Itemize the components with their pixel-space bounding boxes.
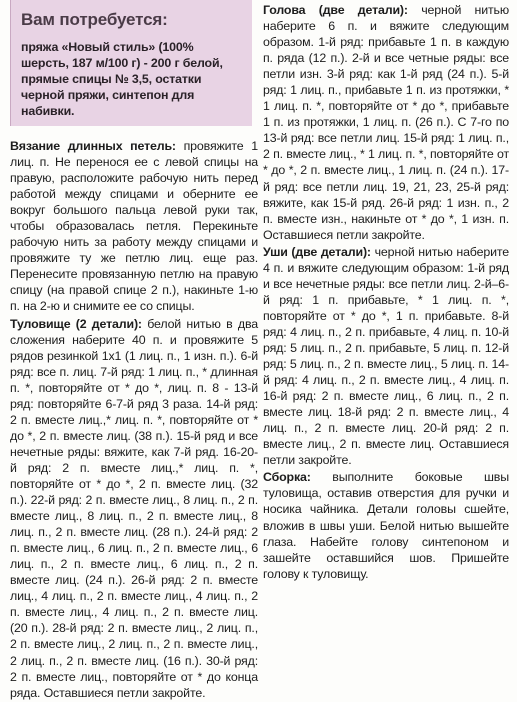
left-column [10,0,258,702]
section-heading: Голова (две детали): [263,3,408,17]
right-column [263,2,509,583]
materials-box [10,0,252,126]
materials-title: Вам потребуется: [21,10,168,29]
section-assembly [263,469,509,581]
section-text: белой нитью в два сложения наберите 40 п. и провяжите 5 рядов резинкой 1x1 (1 лиц. п., 1 изн. п.). 6-й ряд: все п. лиц. 7-й ряд: 1 лиц. п., * длинная п. *, повторяйте от * до *, лиц. п. 8 - 13-й ряд: повторяйте 6-7-й ряд 3 раза. 14-й ряд: 2 п. вместе лиц.,* лиц. п. *, повторяйте от * до *, 2 п. вместе лиц. (38 п.). 15-й ряд и все нечетные ряды: вяжите, как 7-й ряд. 16-20-й ряд: 2 п. вместе лиц.,* лиц. п. *, повторяйте от * до *, 2 п. вместе лиц. (32 п.). 22-й ряд: 2 п. вместе лиц., 8 лиц. п., 2 п. вместе лиц., 8 лиц. п., 2 п. вместе лиц., 8 лиц. п., 2 п. вместе лиц. (28 п.). 24-й ряд: 2 п. вместе лиц., 6 лиц. п., 2 п. вместе лиц., 6 лиц. п., 2 п. вместе лиц., 6 лиц. п., 2 п. вместе лиц. (24 п.). 26-й ряд: 2 п. вместе лиц., 4 лиц. п., 2 п. вместе лиц., 4 лиц. п., 2 п. вместе лиц., 4 лиц. п., 2 п. вместе лиц. (20 п.). 28-й ряд: 2 п. вместе лиц., 2 лиц. п., 2 п. вместе лиц., 2 лиц. п., 2 п. вместе лиц., 2 лиц. п., 2 п. вместе лиц. (16 п.). 30-й ряд: 2 п. вместе лиц., повторяйте от * до конца ряда. Оставшиеся петли закройте. [10,316,258,700]
section-text: выполните боковые швы туловища, оставив отверстия для ручки и носика чайника. Детали головы сшейте, вложив в швы уши. Белой нитью вышейте глаза. Набейте голову синтепоном и зашейте оставшийся шов. Пришейте голову к туловищу. [263,470,509,581]
section-head [263,2,509,243]
section-ears [263,244,509,469]
section-heading: Сборка: [263,470,311,485]
section-heading: Туловище (2 детали): [10,316,142,331]
section-text: провяжите 1 лиц. п. Не перенося ее с левой спицы на правую, расположите рабочую нить перед работой между спицами и оберните ее вокруг большого пальца левой руки так, чтобы образовалась петля. Перекиньте рабочую нить за работу между спицами и провяжите ту же петлю лиц. еще раз. Перенесите провязанную петлю на правую спицу (на правой спице 2 п.), накиньте 1-ю п. на 2-ю и снимите ее со спицы. [10,139,258,314]
materials-text: пряжа «Новый стиль» (100% шерсть, 187 м/100 г) - 200 г белой, прямые спицы № 3,5, остатки черной пряжи, синтепон для набивки. [21,40,223,118]
section-heading: Уши (две детали): [263,244,371,259]
section-heading: Вязание длинных петель: [10,139,176,153]
section-text: черной нитью наберите 6 п. и вяжите следующим образом. 1-й ряд: прибавьте 1 п. в каждую п. ряда (12 п.). 2-й и все четные ряды: все петли изн. 3-й ряд: как 1-й ряд (24 п.). 5-й ряд: 1 лиц. п., прибавьте 1 п. из протяжки, * 1 лиц. п. *, повторяйте от * до *, прибавьте 1 п. из протяжки, 1 лиц. п. (26 п.). С 7-го по 13-й ряд: все петли лиц. 15-й ряд: 1 лиц. п., 2 п. вместе лиц., * 1 лиц. п. *, повторяйте от * до *, 2 п. вместе лиц., 1 лиц. п. (24 п.). 17-й ряд: все петли лиц. 19, 21, 23, 25-й ряд: вяжите, как 15-й ряд. 26-й ряд: 1 изн. п., 2 п. вместе изн., накиньте от * до *, 1 изн. п. Оставшиеся петли закройте. [263,3,509,242]
section-text: черной нитью наберите 4 п. и вяжите следующим образом: 1-й ряд и все нечетные ряды: все петли лиц. 2-й–6-й ряд: 1 п. прибавьте, * 1 лиц. п. *, повторяйте от * до *, 1 п. прибавьте. 8-й ряд: 4 лиц. п., 2 п. прибавьте, 4 лиц. п. 10-й ряд: 5 лиц. п., 2 п. прибавьте, 5 лиц. п. 12-й ряд: 5 лиц. п., 2 п. вместе лиц., 5 лиц. п. 14-й ряд: 4 лиц. п., 2 п. вместе лиц., 4 лиц. п. 16-й ряд: 2 п. вместе лиц., 6 лиц. п., 2 п. вместе лиц. 18-й ряд: 2 п. вместе лиц., 4 лиц. п., 2 п. вместе лиц. 20-й ряд: 2 п. вместе лиц., 2 п. вместе лиц. Оставшиеся петли закройте. [263,244,509,468]
section-body [10,316,258,701]
section-long-loops [10,138,258,315]
